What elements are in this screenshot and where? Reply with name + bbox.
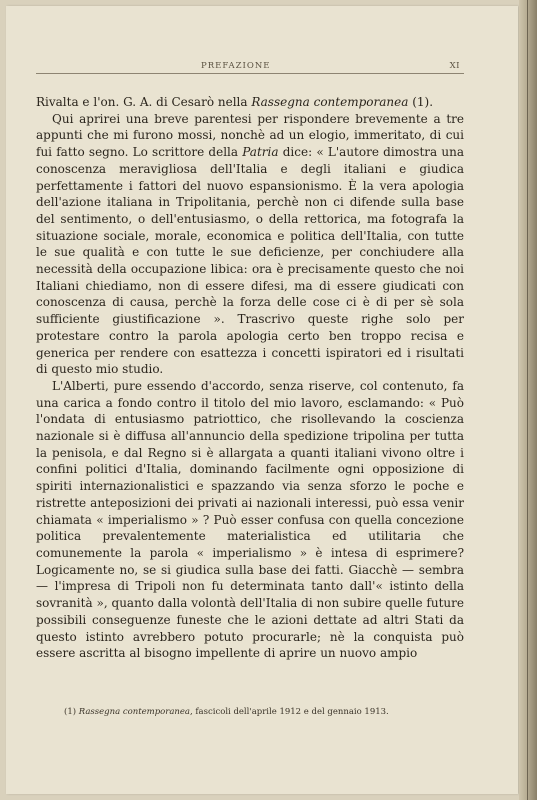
header-title: PREFAZIONE xyxy=(201,61,271,71)
footnote-text: , fascicoli dell'aprile 1912 e del gennaio 1913. xyxy=(189,707,389,717)
paragraph-1 xyxy=(36,94,464,111)
paragraph-1-text: Rivalta e l'on. G. A. di Cesarò nella xyxy=(36,95,252,109)
header-rule xyxy=(36,73,464,74)
paragraph-2 xyxy=(36,111,464,378)
page-edge xyxy=(519,0,537,800)
footnote-italic: Rassegna contemporanea xyxy=(78,707,190,717)
page-edge-line xyxy=(527,0,528,800)
body-text xyxy=(36,94,464,662)
paragraph-3: L'Alberti, pure essendo d'accordo, senza riserve, col contenuto, fa una carica a fondo contro il titolo del mio lavoro, esclamando: « Può l'ondata di entusiasmo patriottico, che risollevando la coscienza nazionale si è diffusa all'annuncio della spedizione tripolina per tutta la penisola, e dal Regno si è allargata a quanti italiani vivono oltre i confini politici d'Italia, dominando facilmente ogni opposizione di spiriti internazionalistici e spazzando via senza sforzo le poche e ristrette anteposizioni dei privati ai nazionali interessi, può essa venir chiamata « imperialismo » ? Può esser confusa con quella concezione politica prevalentemente materialistica ed utilitaria che comunemente la parola « imperialismo » è intesa di esprimere? Logicamente no, se si giudica sulla base dei fatti. Giacchè — sembra — l'impresa di Tripoli non fu determinata tanto dall'« istinto della sovranità », quanto dalla volontà dell'Italia di non subire quelle future possibili conseguenze funeste che le azioni dettate ad altri Stati da questo istinto avrebbero potuto procurarle; nè la conquista può essere ascritta al bisogno impellente di aprire un nuovo ampio xyxy=(36,378,464,661)
footnote-number: (1) xyxy=(64,707,79,717)
paragraph-1-text-end: (1). xyxy=(408,95,434,109)
paragraph-2-text: Qui aprirei una breve parentesi per rispondere brevemente a tre appunti che mi furono mossi, nonchè ad un elogio, immeritato, di cui fui fatto segno. Lo scrittore della xyxy=(36,111,464,160)
paragraph-1-italic: Rassegna contemporanea xyxy=(251,95,409,109)
paragraph-2-text-end: dice: « L'autore dimostra una conoscenza meravigliosa dell'Italia e degli italiani e giudica perfettamente i fattori del nuovo espansionismo. È la vera apologia dell'azione italiana in Tripolitania, perchè non ci difende sulla base del sentimento, o dell'entusiasmo, o della rettorica, ma fotografa la situazione sociale, morale, economica e politica dell'Italia, con tutte le sue qualità e con tutte le sue deficienze, per conchiudere alla necessità della occupazione libica: ora è precisamente questo che noi Italiani chiediamo, non di essere difesi, ma di essere giudicati con conoscenza di causa, perchè la forza delle cose ci è di per sè sola sufficiente giustificazione ». Trascrivo queste righe solo per protestare contro la parola apologia certo ben troppo recisa e generica per rendere con esattezza i concetti ispiratori ed i risultati di questo mio studio. xyxy=(36,145,464,377)
page-number: XI xyxy=(449,61,460,71)
paragraph-2-italic: Patria xyxy=(242,145,279,160)
footnote xyxy=(64,707,464,717)
